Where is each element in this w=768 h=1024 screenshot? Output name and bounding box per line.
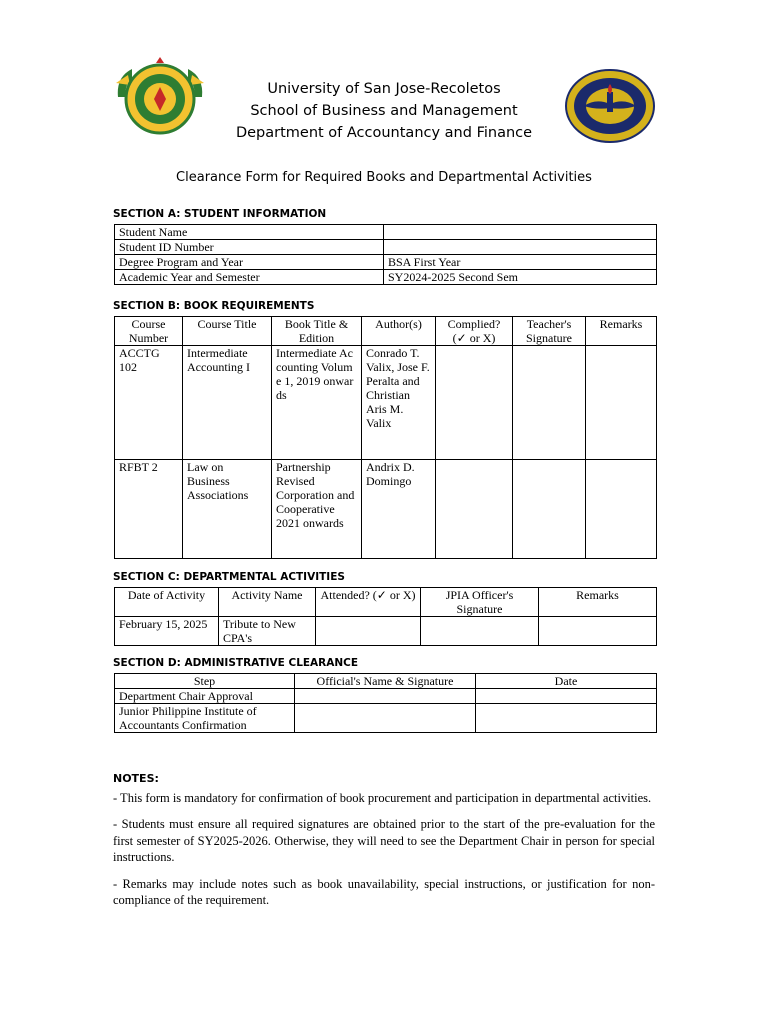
field-label: Academic Year and Semester bbox=[115, 270, 384, 285]
date-field[interactable] bbox=[476, 704, 657, 733]
department-name: Department of Accountancy and Finance bbox=[235, 125, 533, 141]
book-title: Partnership Revised Corporation and Cooperative 2021 onwards bbox=[272, 460, 362, 559]
date-field[interactable] bbox=[476, 689, 657, 704]
authors: Conrado T. Valix, Jose F. Peralta and Christian Aris M. Valix bbox=[362, 346, 436, 460]
column-header: Activity Name bbox=[219, 588, 316, 617]
column-header: Complied? (✓ or X) bbox=[436, 317, 513, 346]
note-item: - Remarks may include notes such as book unavailability, special instructions, or justification for non-compliance of the requirement. bbox=[113, 876, 655, 907]
official-signature-field[interactable] bbox=[295, 689, 476, 704]
official-signature-field[interactable] bbox=[295, 704, 476, 733]
field-label: Student ID Number bbox=[115, 240, 384, 255]
clearance-step: Department Chair Approval bbox=[115, 689, 295, 704]
form-title: Clearance Form for Required Books and Departmental Activities bbox=[176, 170, 592, 185]
degree-program-field[interactable]: BSA First Year bbox=[384, 255, 657, 270]
section-b-title: SECTION B: BOOK REQUIREMENTS bbox=[113, 300, 315, 312]
administrative-clearance-table bbox=[114, 673, 657, 733]
table-row bbox=[115, 225, 657, 240]
table-row bbox=[115, 270, 657, 285]
column-header: Attended? (✓ or X) bbox=[316, 588, 421, 617]
notes-title: NOTES: bbox=[113, 772, 159, 785]
course-number: RFBT 2 bbox=[115, 460, 183, 559]
column-header: JPIA Officer's Signature bbox=[421, 588, 539, 617]
table-row bbox=[115, 255, 657, 270]
course-title: Intermediate Accounting I bbox=[183, 346, 272, 460]
column-header: Teacher's Signature bbox=[513, 317, 586, 346]
student-name-field[interactable] bbox=[384, 225, 657, 240]
jpia-signature-field[interactable] bbox=[421, 617, 539, 646]
table-row bbox=[115, 704, 657, 733]
column-header: Date of Activity bbox=[115, 588, 219, 617]
column-header: Author(s) bbox=[362, 317, 436, 346]
note-item: - Students must ensure all required signatures are obtained prior to the start of the pre-evaluation for the first semester of SY2025-2026. Otherwise, they will need to see the Department Chair in person for special instructions. bbox=[113, 817, 655, 864]
complied-field[interactable] bbox=[436, 346, 513, 460]
section-c-title: SECTION C: DEPARTMENTAL ACTIVITIES bbox=[113, 571, 345, 583]
authors: Andrix D. Domingo bbox=[362, 460, 436, 559]
table-header-row bbox=[115, 588, 657, 617]
student-id-field[interactable] bbox=[384, 240, 657, 255]
academic-year-field[interactable]: SY2024-2025 Second Sem bbox=[384, 270, 657, 285]
remarks-field[interactable] bbox=[586, 346, 657, 460]
remarks-field[interactable] bbox=[586, 460, 657, 559]
activity-name: Tribute to New CPA's bbox=[219, 617, 316, 646]
table-row bbox=[115, 617, 657, 646]
table-header-row bbox=[115, 317, 657, 346]
university-name: University of San Jose-Recoletos bbox=[267, 81, 501, 97]
column-header: Remarks bbox=[586, 317, 657, 346]
table-header-row bbox=[115, 674, 657, 689]
teacher-signature-field[interactable] bbox=[513, 460, 586, 559]
column-header: Date bbox=[476, 674, 657, 689]
book-title: Intermediate Accounting Volume 1, 2019 onwards bbox=[272, 346, 362, 460]
column-header: Course Title bbox=[183, 317, 272, 346]
column-header: Remarks bbox=[539, 588, 657, 617]
course-title: Law on Business Associations bbox=[183, 460, 272, 559]
clearance-step: Junior Philippine Institute of Accountants Confirmation bbox=[115, 704, 295, 733]
column-header: Official's Name & Signature bbox=[295, 674, 476, 689]
teacher-signature-field[interactable] bbox=[513, 346, 586, 460]
column-header: Course Number bbox=[115, 317, 183, 346]
column-header: Book Title & Edition bbox=[272, 317, 362, 346]
course-number: ACCTG 102 bbox=[115, 346, 183, 460]
table-row bbox=[115, 689, 657, 704]
complied-field[interactable] bbox=[436, 460, 513, 559]
activity-date: February 15, 2025 bbox=[115, 617, 219, 646]
remarks-field[interactable] bbox=[539, 617, 657, 646]
student-information-table bbox=[114, 224, 657, 285]
notes-section bbox=[113, 771, 655, 919]
field-label: Student Name bbox=[115, 225, 384, 240]
section-a-title: SECTION A: STUDENT INFORMATION bbox=[113, 208, 327, 220]
table-row bbox=[115, 346, 657, 460]
section-d-title: SECTION D: ADMINISTRATIVE CLEARANCE bbox=[113, 657, 359, 669]
field-label: Degree Program and Year bbox=[115, 255, 384, 270]
document-header bbox=[0, 78, 768, 144]
book-requirements-table bbox=[114, 316, 657, 559]
table-row bbox=[115, 460, 657, 559]
departmental-activities-table bbox=[114, 587, 657, 646]
column-header: Step bbox=[115, 674, 295, 689]
note-item: - This form is mandatory for confirmation of book procurement and participation in departmental activities. bbox=[113, 790, 652, 805]
school-name: School of Business and Management bbox=[250, 103, 518, 119]
attended-field[interactable] bbox=[316, 617, 421, 646]
table-row bbox=[115, 240, 657, 255]
